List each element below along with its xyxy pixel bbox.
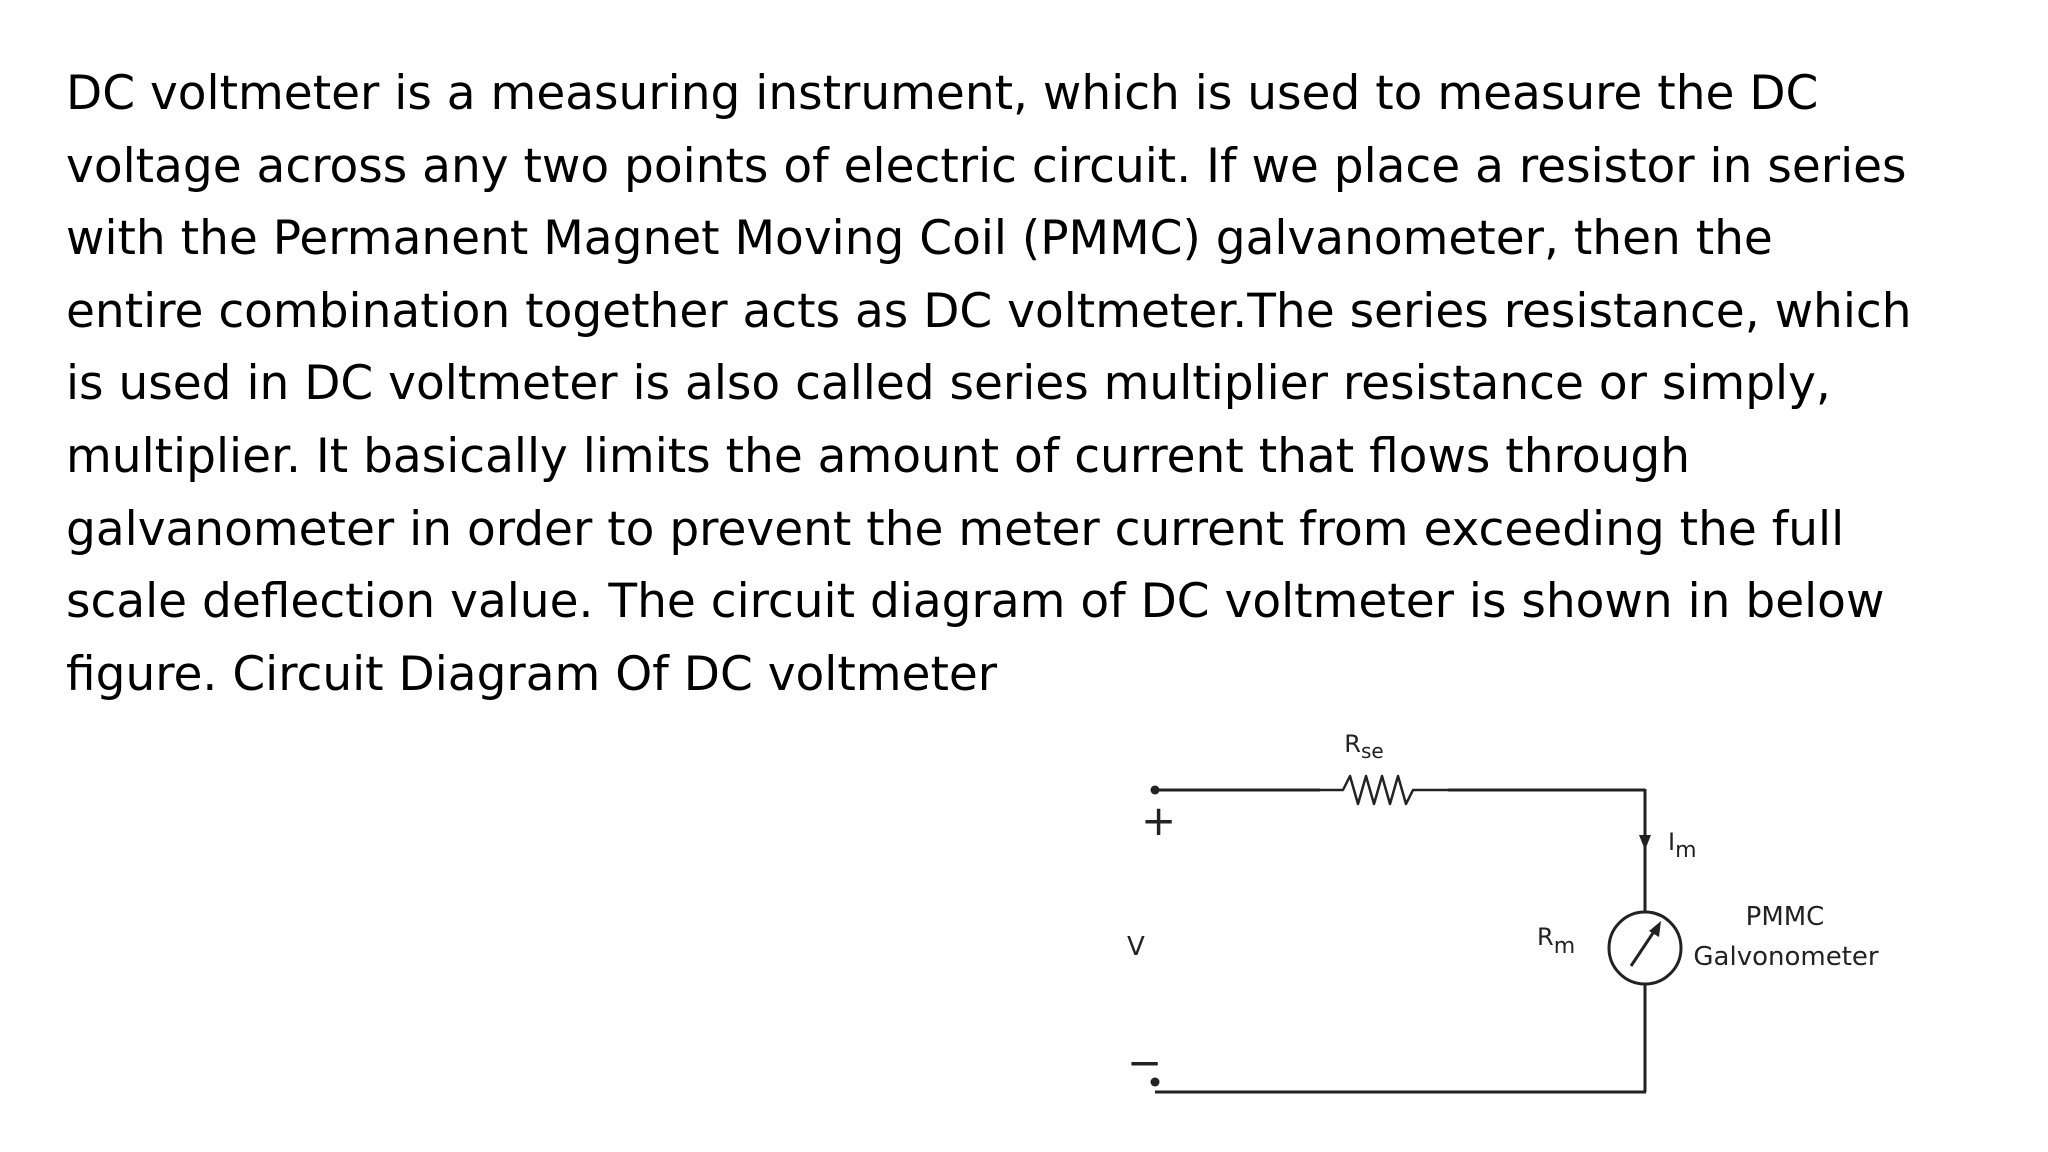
negative-terminal-label: − (1127, 1038, 1163, 1087)
series-resistor-label: $R_{se}$ (1344, 730, 1384, 763)
meter-current-label: Im (1668, 828, 1697, 863)
description-paragraph (66, 58, 2006, 711)
paragraph-line: figure. Circuit Diagram Of DC voltmeter (66, 646, 998, 702)
pmmc-label: PMMC (1745, 902, 1825, 932)
paragraph-line: multiplier. It basically limits the amount of current that flows through (66, 428, 1690, 484)
paragraph-line: DC voltmeter is a measuring instrument, which is used to measure the DC (66, 66, 1819, 121)
paragraph-line: with the Permanent Magnet Moving Coil (PMMC) galvanometer, then the (66, 211, 1773, 267)
current-arrow-icon (1639, 835, 1651, 850)
galvanometer-label: Galvonometer (1693, 942, 1879, 972)
series-resistor-symbol (1320, 776, 1448, 804)
meter-resistance-label: Rm (1537, 923, 1576, 959)
paragraph-line: voltage across any two points of electric circuit. If we place a resistor in series (66, 138, 1907, 194)
dc-voltmeter-circuit-diagram (1080, 700, 1920, 1120)
galvanometer-icon (1609, 912, 1681, 984)
voltage-label: V (1127, 932, 1145, 962)
paragraph-line: scale deflection value. The circuit diagram of DC voltmeter is shown in below (66, 574, 1885, 630)
paragraph-line: galvanometer in order to prevent the meter current from exceeding the full (66, 501, 1845, 557)
paragraph-line: is used in DC voltmeter is also called series multiplier resistance or simply, (66, 356, 1831, 412)
positive-terminal-label: + (1141, 796, 1177, 845)
positive-terminal-dot (1151, 786, 1160, 795)
paragraph-line: entire combination together acts as DC voltmeter.The series resistance, which (66, 283, 1912, 339)
